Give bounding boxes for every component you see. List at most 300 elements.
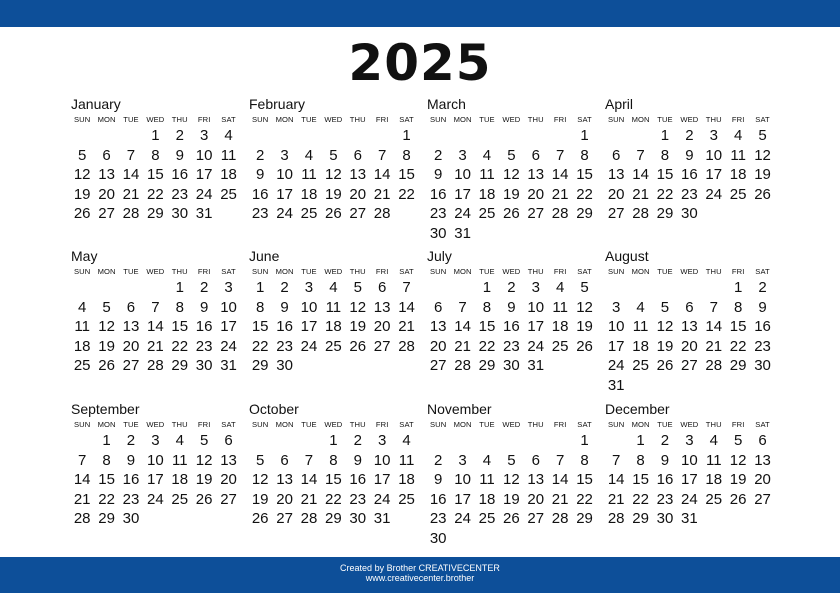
day-cell: 7 xyxy=(612,451,621,469)
day-cell: 8 xyxy=(660,146,670,164)
month-october xyxy=(248,401,414,529)
day-cell: 10 xyxy=(705,146,723,164)
day-cell: 3 xyxy=(199,127,209,144)
day-cell: 22 xyxy=(729,337,747,355)
day-cell: 19 xyxy=(251,490,269,508)
day-cell: 18 xyxy=(398,471,415,489)
day-cell: 12 xyxy=(195,451,213,469)
weekday-label: SAT xyxy=(221,267,236,276)
empty-cell xyxy=(94,278,118,298)
day-cell: 29 xyxy=(98,510,115,528)
month-name: June xyxy=(249,248,280,264)
weekday-label: TUE xyxy=(123,420,139,429)
day-cell: 8 xyxy=(580,451,589,469)
day-cell: 2 xyxy=(126,432,136,449)
day-cell: 13 xyxy=(681,318,698,336)
day-cell: 25 xyxy=(171,490,189,508)
day-cell: 24 xyxy=(607,357,625,375)
day-cell: 1 xyxy=(482,279,492,296)
empty-cell xyxy=(70,431,94,451)
day-cell: 16 xyxy=(195,318,213,336)
weekday-label: MON xyxy=(97,420,116,429)
weekday-label: WED xyxy=(146,115,165,124)
day-cell: 29 xyxy=(576,205,593,223)
day-cell: 31 xyxy=(607,376,625,394)
weekday-label: MON xyxy=(275,267,294,276)
month-name: October xyxy=(249,401,299,417)
weekday-label: MON xyxy=(275,115,294,124)
day-cell: 8 xyxy=(402,146,411,164)
day-cell: 30 xyxy=(349,510,367,528)
day-cell: 17 xyxy=(454,185,471,203)
month-name: February xyxy=(249,96,306,112)
day-cell: 17 xyxy=(681,471,698,489)
weekday-label: WED xyxy=(680,420,699,429)
day-cell: 5 xyxy=(507,451,516,469)
day-cell: 14 xyxy=(551,471,569,489)
day-cell: 31 xyxy=(681,510,698,528)
day-cell: 2 xyxy=(660,432,670,449)
day-cell: 13 xyxy=(373,298,391,316)
month-november xyxy=(426,401,592,549)
day-cell: 10 xyxy=(147,451,164,469)
day-cell: 2 xyxy=(175,127,184,144)
weekday-label: WED xyxy=(680,267,699,276)
day-cell: 26 xyxy=(503,510,520,528)
day-cell: 6 xyxy=(377,279,387,296)
day-cell: 23 xyxy=(754,337,771,355)
day-cell: 14 xyxy=(551,166,569,184)
day-cell: 12 xyxy=(754,146,771,164)
day-cell: 9 xyxy=(353,451,362,469)
day-cell: 11 xyxy=(171,451,188,469)
weekday-label: SUN xyxy=(608,267,625,276)
day-cell: 27 xyxy=(98,205,115,223)
day-cell: 8 xyxy=(482,298,492,316)
weekday-header xyxy=(426,420,592,430)
day-cell: 4 xyxy=(555,279,565,296)
weekday-label: THU xyxy=(171,115,188,124)
day-cell: 3 xyxy=(224,279,233,296)
weekday-label: SUN xyxy=(430,267,447,276)
day-cell: 2 xyxy=(280,279,289,296)
day-cell: 28 xyxy=(373,205,391,223)
empty-cell xyxy=(426,278,450,298)
day-cell: 30 xyxy=(754,357,771,375)
weekday-label: TUE xyxy=(301,115,317,124)
month-december xyxy=(604,401,770,529)
day-cell: 5 xyxy=(256,451,265,469)
day-cell: 16 xyxy=(429,490,447,508)
day-cell: 7 xyxy=(402,279,411,296)
day-cell: 4 xyxy=(78,298,87,316)
weekday-label: FRI xyxy=(553,267,567,276)
day-cell: 19 xyxy=(754,166,771,184)
weekday-label: FRI xyxy=(731,115,745,124)
day-cell: 18 xyxy=(73,337,91,355)
day-cell: 26 xyxy=(576,337,593,355)
day-cell: 9 xyxy=(758,298,767,316)
day-cell: 21 xyxy=(632,185,649,203)
day-cell: 4 xyxy=(304,146,314,164)
day-cell: 12 xyxy=(325,166,342,184)
day-cell: 23 xyxy=(349,490,367,508)
day-cell: 24 xyxy=(276,205,293,223)
day-cell: 3 xyxy=(280,146,289,164)
day-cell: 21 xyxy=(373,185,391,203)
day-cell: 16 xyxy=(122,471,140,489)
weekday-label: TUE xyxy=(301,267,317,276)
weekday-label: FRI xyxy=(553,420,567,429)
month-name: April xyxy=(605,96,634,112)
day-cell: 20 xyxy=(681,337,698,355)
day-cell: 6 xyxy=(685,298,694,316)
day-cell: 25 xyxy=(325,337,342,355)
weekday-label: SAT xyxy=(755,267,770,276)
weekday-label: TUE xyxy=(657,115,673,124)
day-cell: 15 xyxy=(656,166,674,184)
weekday-label: SAT xyxy=(577,267,592,276)
day-cell: 9 xyxy=(685,146,694,164)
day-cell: 19 xyxy=(195,471,213,489)
day-cell: 21 xyxy=(398,318,415,336)
day-cell: 7 xyxy=(555,451,565,469)
day-cell: 30 xyxy=(503,357,520,375)
day-cell: 12 xyxy=(98,318,115,336)
day-cell: 23 xyxy=(195,337,213,355)
day-cell: 19 xyxy=(503,185,520,203)
day-cell: 26 xyxy=(73,205,91,223)
day-cell: 31 xyxy=(195,205,213,223)
day-cell: 22 xyxy=(632,490,649,508)
day-cell: 10 xyxy=(527,298,545,316)
day-cell: 30 xyxy=(122,510,140,528)
day-cell: 29 xyxy=(147,205,164,223)
day-cell: 24 xyxy=(454,510,471,528)
day-cell: 7 xyxy=(126,146,136,164)
empty-cell xyxy=(70,278,94,298)
day-cell: 13 xyxy=(607,166,625,184)
day-cell: 6 xyxy=(531,451,540,469)
day-cell: 29 xyxy=(325,510,342,528)
day-cell: 21 xyxy=(147,337,164,355)
day-cell: 1 xyxy=(151,127,160,144)
day-cell: 23 xyxy=(429,205,447,223)
weekday-label: WED xyxy=(324,420,343,429)
day-cell: 22 xyxy=(251,337,269,355)
day-cell: 14 xyxy=(398,298,415,316)
empty-cell xyxy=(604,431,628,451)
weekday-label: WED xyxy=(680,115,699,124)
day-cell: 9 xyxy=(434,471,443,489)
weekday-label: MON xyxy=(453,267,472,276)
day-cell: 3 xyxy=(458,451,467,469)
day-grid xyxy=(604,431,770,529)
day-cell: 3 xyxy=(685,432,694,449)
day-cell: 12 xyxy=(503,471,520,489)
day-cell: 26 xyxy=(98,357,115,375)
day-cell: 20 xyxy=(276,490,293,508)
day-cell: 23 xyxy=(251,205,269,223)
day-cell: 2 xyxy=(758,279,767,296)
weekday-label: THU xyxy=(705,267,722,276)
day-cell: 22 xyxy=(171,337,189,355)
day-cell: 1 xyxy=(329,432,338,449)
day-cell: 28 xyxy=(551,205,569,223)
month-name: December xyxy=(605,401,670,417)
empty-cell xyxy=(524,431,548,451)
weekday-label: SUN xyxy=(252,267,269,276)
day-cell: 7 xyxy=(636,146,645,164)
day-cell: 27 xyxy=(220,490,237,508)
day-cell: 21 xyxy=(551,185,569,203)
weekday-label: FRI xyxy=(197,115,211,124)
day-cell: 15 xyxy=(251,318,269,336)
weekday-label: THU xyxy=(527,267,544,276)
day-cell: 22 xyxy=(478,337,496,355)
day-cell: 28 xyxy=(632,205,649,223)
day-cell: 23 xyxy=(503,337,520,355)
day-cell: 2 xyxy=(685,127,694,144)
day-cell: 24 xyxy=(195,185,213,203)
day-cell: 3 xyxy=(612,298,621,316)
weekday-label: SUN xyxy=(608,115,625,124)
day-cell: 3 xyxy=(458,146,467,164)
day-cell: 21 xyxy=(454,337,471,355)
day-cell: 17 xyxy=(147,471,164,489)
day-cell: 24 xyxy=(705,185,723,203)
day-cell: 11 xyxy=(552,298,568,316)
weekday-label: FRI xyxy=(197,267,211,276)
day-cell: 13 xyxy=(349,166,367,184)
day-cell: 16 xyxy=(503,318,520,336)
day-cell: 10 xyxy=(454,471,471,489)
day-grid xyxy=(70,126,236,224)
day-cell: 2 xyxy=(434,451,443,469)
day-cell: 16 xyxy=(251,185,269,203)
empty-cell xyxy=(119,126,143,146)
day-cell: 21 xyxy=(705,337,723,355)
day-cell: 25 xyxy=(729,185,747,203)
day-cell: 7 xyxy=(458,298,467,316)
day-cell: 30 xyxy=(429,224,447,242)
day-cell: 4 xyxy=(636,298,645,316)
day-cell: 22 xyxy=(147,185,164,203)
weekday-label: SAT xyxy=(221,420,236,429)
day-cell: 10 xyxy=(220,298,237,316)
empty-cell xyxy=(548,126,572,146)
day-cell: 27 xyxy=(681,357,698,375)
weekday-header xyxy=(604,115,770,125)
weekday-label: FRI xyxy=(197,420,211,429)
day-cell: 15 xyxy=(576,166,593,184)
empty-cell xyxy=(272,126,296,146)
day-cell: 9 xyxy=(660,451,670,469)
day-cell: 7 xyxy=(377,146,387,164)
day-cell: 12 xyxy=(656,318,674,336)
top-banner xyxy=(0,0,840,27)
day-cell: 18 xyxy=(171,471,189,489)
day-cell: 28 xyxy=(300,510,318,528)
weekday-label: WED xyxy=(146,267,165,276)
day-cell: 29 xyxy=(729,357,747,375)
month-april xyxy=(604,96,770,224)
day-cell: 25 xyxy=(73,357,91,375)
empty-cell xyxy=(653,278,677,298)
day-cell: 24 xyxy=(454,205,471,223)
empty-cell xyxy=(321,126,345,146)
footer-banner xyxy=(0,557,840,593)
day-cell: 27 xyxy=(429,357,447,375)
day-cell: 7 xyxy=(555,146,565,164)
day-cell: 30 xyxy=(171,205,189,223)
day-cell: 27 xyxy=(122,357,140,375)
day-cell: 14 xyxy=(607,471,625,489)
day-cell: 13 xyxy=(220,451,237,469)
day-cell: 25 xyxy=(551,337,569,355)
day-cell: 19 xyxy=(503,490,520,508)
empty-cell xyxy=(677,278,701,298)
weekday-label: MON xyxy=(97,115,116,124)
day-cell: 13 xyxy=(429,318,447,336)
day-cell: 7 xyxy=(78,451,87,469)
empty-cell xyxy=(94,126,118,146)
day-cell: 5 xyxy=(353,279,362,296)
day-cell: 14 xyxy=(122,166,140,184)
weekday-label: FRI xyxy=(375,267,389,276)
empty-cell xyxy=(370,126,394,146)
empty-cell xyxy=(450,126,474,146)
day-cell: 23 xyxy=(276,337,293,355)
day-cell: 23 xyxy=(681,185,698,203)
weekday-label: SUN xyxy=(252,115,269,124)
day-cell: 1 xyxy=(733,279,743,296)
month-september xyxy=(70,401,236,529)
day-cell: 8 xyxy=(102,451,111,469)
empty-cell xyxy=(604,278,628,298)
weekday-label: SAT xyxy=(577,115,592,124)
day-cell: 3 xyxy=(151,432,160,449)
day-cell: 2 xyxy=(199,279,209,296)
day-grid xyxy=(248,431,414,529)
day-cell: 27 xyxy=(349,205,367,223)
day-cell: 5 xyxy=(660,298,670,316)
day-cell: 29 xyxy=(576,510,593,528)
month-may xyxy=(70,248,236,376)
day-cell: 1 xyxy=(102,432,111,449)
weekday-label: TUE xyxy=(479,115,495,124)
weekday-label: THU xyxy=(171,267,188,276)
month-july xyxy=(426,248,592,376)
day-cell: 1 xyxy=(580,127,589,144)
weekday-label: SAT xyxy=(755,420,770,429)
day-cell: 5 xyxy=(102,298,111,316)
empty-cell xyxy=(604,126,628,146)
day-cell: 12 xyxy=(251,471,269,489)
day-cell: 26 xyxy=(195,490,213,508)
day-cell: 24 xyxy=(681,490,698,508)
empty-cell xyxy=(450,278,474,298)
day-cell: 20 xyxy=(527,185,545,203)
weekday-label: THU xyxy=(705,420,722,429)
day-cell: 1 xyxy=(660,127,670,144)
day-cell: 6 xyxy=(353,146,362,164)
day-cell: 8 xyxy=(733,298,743,316)
day-cell: 29 xyxy=(478,357,496,375)
day-cell: 19 xyxy=(576,318,593,336)
weekday-header xyxy=(70,267,236,277)
day-cell: 10 xyxy=(607,318,625,336)
day-cell: 19 xyxy=(349,318,367,336)
weekday-label: TUE xyxy=(123,267,139,276)
day-cell: 31 xyxy=(454,224,471,242)
day-cell: 17 xyxy=(527,318,545,336)
day-cell: 2 xyxy=(434,146,443,164)
day-cell: 28 xyxy=(398,337,415,355)
day-cell: 13 xyxy=(122,318,140,336)
day-cell: 8 xyxy=(580,146,589,164)
day-cell: 27 xyxy=(527,205,545,223)
day-cell: 14 xyxy=(632,166,649,184)
day-cell: 4 xyxy=(709,432,718,449)
day-cell: 6 xyxy=(102,146,111,164)
empty-cell xyxy=(346,126,370,146)
day-cell: 29 xyxy=(171,357,189,375)
day-cell: 5 xyxy=(758,127,767,144)
weekday-label: SUN xyxy=(74,115,91,124)
weekday-label: TUE xyxy=(657,420,673,429)
day-cell: 17 xyxy=(607,337,625,355)
weekday-header xyxy=(70,115,236,125)
day-cell: 13 xyxy=(276,471,293,489)
day-cell: 19 xyxy=(73,185,91,203)
month-name: August xyxy=(605,248,649,264)
day-cell: 14 xyxy=(454,318,471,336)
day-cell: 25 xyxy=(478,510,496,528)
day-cell: 4 xyxy=(482,451,492,469)
day-cell: 21 xyxy=(607,490,625,508)
day-cell: 10 xyxy=(276,166,293,184)
day-cell: 11 xyxy=(398,451,415,469)
empty-cell xyxy=(272,431,296,451)
footer-url[interactable]: www.creativecenter.brother xyxy=(365,573,475,583)
day-cell: 6 xyxy=(280,451,289,469)
day-cell: 3 xyxy=(377,432,387,449)
day-cell: 5 xyxy=(329,146,338,164)
day-cell: 11 xyxy=(632,318,649,336)
day-grid xyxy=(248,278,414,376)
day-cell: 28 xyxy=(607,510,625,528)
day-cell: 22 xyxy=(98,490,115,508)
day-cell: 20 xyxy=(122,337,140,355)
weekday-label: SAT xyxy=(399,420,414,429)
day-cell: 18 xyxy=(551,318,569,336)
day-cell: 15 xyxy=(632,471,649,489)
month-name: January xyxy=(71,96,121,112)
day-cell: 16 xyxy=(171,166,189,184)
day-cell: 15 xyxy=(576,471,593,489)
day-cell: 13 xyxy=(527,166,545,184)
day-cell: 1 xyxy=(402,127,411,144)
day-cell: 11 xyxy=(705,451,722,469)
weekday-header xyxy=(426,115,592,125)
day-cell: 14 xyxy=(300,471,318,489)
empty-cell xyxy=(297,431,321,451)
day-cell: 24 xyxy=(373,490,391,508)
empty-cell xyxy=(248,431,272,451)
day-cell: 12 xyxy=(729,451,747,469)
day-cell: 9 xyxy=(126,451,136,469)
